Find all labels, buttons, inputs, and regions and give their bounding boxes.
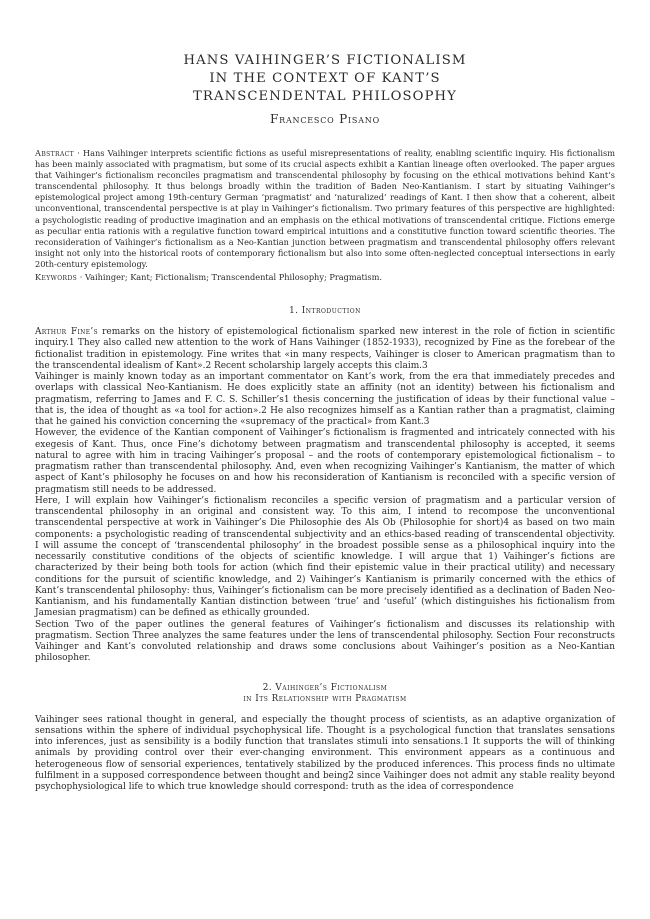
- abstract: [35, 148, 615, 270]
- paragraph-text: remarks on the history of epistemological fictionalism sparked new interest in the role of fiction in scientific inquiry.1 They also called new attention to the work of Hans Vaihinger (1852-1933), recognized by Fine as the forebear of the fictionalist tradition in epistemology. Fine writes that «in many respects, Vaihinger is closer to American pragmatism than to the transcendental idealism of Kant».2 Recent scholarship largely accepts this claim.3: [35, 327, 615, 371]
- paper-page: [35, 38, 615, 793]
- paragraph: Here, I will explain how Vaihinger’s fictionalism reconciles a specific version of pragmatism and a particular version of transcendental philosophy in an original and consistent way. To this aim, I intend to recompose the unconventional transcendental perspective at work in Vaihinger’s Die Philosophie des Als Ob (Philosophie for short)4 as based on two main components: a psychologistic reading of transcendental subjectivity and an ethics-based reading of transcendental objectivity. I will assume the concept of ‘transcendental philosophy’ in the broadest possible sense as a philosophical inquiry into the necessarily constitutive conditions of the objects of scientific knowledge. I will argue that 1) Vaihinger’s fictions are characterized by their being both tools for action (which find their epistemic value in their practical utility) and necessary conditions for the pursuit of scientific knowledge, and 2) Vaihinger’s Kantianism is primarily concerned with the ethics of Kant’s transcendental philosophy: thus, Vaihinger’s fictionalism can be more precisely identified as a declination of Baden Neo-Kantianism, and his fundamentally Kantian distinction between ‘true’ and ‘useful’ (which distinguishes his fictionalism from Jamesian pragmatism) can be defined as ethically grounded.: [35, 495, 615, 619]
- paragraph: However, the evidence of the Kantian component of Vaihinger’s fictionalism is fragmented and intricately connected with his exegesis of Kant. Thus, once Fine’s dichotomy between pragmatism and transcendental philosophy is accepted, it seems natural to agree with him in tracing Vaihinger’s proposal – and the roots of contemporary epistemological fictionalism – to pragmatism rather than transcendental philosophy. And, even when recognizing Vaihinger’s Kantianism, the matter of which aspect of Kant’s philosophy he focuses on and how his reconsideration of Kantianism is reconciled with a specific version of pragmatism still needs to be addressed.: [35, 428, 615, 495]
- section-1-body: [35, 327, 615, 665]
- keywords: [35, 272, 615, 283]
- abstract-text: · Hans Vaihinger interprets scientific fictions as useful misrepresentations of reality, enabling scientific inquiry. His fictionalism has been mainly associated with pragmatism, but some of its crucial aspects exhibit a Kantian lineage often overlooked. The paper argues that Vaihinger’s fictionalism reconciles pragmatism and transcendental philosophy by focusing on the ethical motivations behind Kant’s transcendental philosophy. It thus belongs broadly within the tradition of Baden Neo-Kantianism. I start by situating Vaihinger’s epistemological project among 19th-century German ‘pragmatist’ and ‘naturalized’ readings of Kant. I then show that a coherent, albeit unconventional, transcendental perspective is at play in Vaihinger’s fictionalism. Two primary features of this perspective are highlighted: a psychologistic reading of productive imagination and an emphasis on the ethical motivations of transcendental critique. Fictions emerge as peculiar entia rationis with a regulative function toward empirical intuitions and a constitutive function toward scientific theories. The reconsideration of Vaihinger’s fictionalism as a Neo-Kantian junction between pragmatism and transcendental philosophy offers relevant insight not only into the historical roots of contemporary fictionalism but also into some often-neglected conceptual intersections in early 20th-century epistemology.: [35, 148, 615, 269]
- author-name: Francesco Pisano: [270, 112, 380, 126]
- paragraph: [35, 327, 615, 372]
- abstract-label: Abstract: [35, 148, 75, 158]
- lead-words: Arthur Fine’s: [35, 327, 98, 338]
- paper-title: [35, 52, 615, 106]
- section-2-body: [35, 715, 615, 794]
- keywords-label: Keywords: [35, 272, 78, 283]
- keywords-text: · Vaihinger; Kant; Fictionalism; Transcendental Philosophy; Pragmatism.: [79, 272, 382, 283]
- paragraph: Vaihinger sees rational thought in general, and especially the thought process of scientists, as an adaptive organization of sensations within the sphere of individual psychophysical life. Thought is a psychological function that translates sensations into inferences, just as sensibility is a bodily function that translates stimuli into sensations.1 It supports the will of thinking animals by providing control over their ever-changing environment. This environment appears as a continuous and heterogeneous flow of sensorial experiences, tentatively stabilized by the produced inferences. This process finds no ultimate fulfilment in a supposed correspondence between thought and being2 since Vaihinger does not admit any stable reality beyond psychophysiological life to which true knowledge should correspond: truth as the idea of correspondence: [35, 714, 615, 793]
- section-2-heading-line-2: in Its Relationship with Pragmatism: [243, 693, 407, 704]
- section-2-heading-line-1: 2. Vaihinger’s Fictionalism: [262, 682, 388, 693]
- title-line-2: IN THE CONTEXT OF KANT’S: [209, 71, 441, 86]
- title-line-3: TRANSCENDENTAL PHILOSOPHY: [193, 89, 457, 104]
- paragraph: Section Two of the paper outlines the general features of Vaihinger’s fictionalism and discusses its relationship with pragmatism. Section Three analyzes the same features under the lens of transcendental philosophy. Section Four reconstructs Vaihinger and Kant’s convoluted relationship and draws some conclusions about Vaihinger’s position as a Neo-Kantian philosopher.: [35, 619, 615, 664]
- section-1-heading: 1. Introduction: [289, 306, 361, 317]
- paragraph: Vaihinger is mainly known today as an important commentator on Kant’s work, from the era that immediately precedes and overlaps with classical Neo-Kantianism. He does explicitly state an affinity (not an identity) between his fictionalism and pragmatism, referring to James and F. C. S. Schiller’s1 thesis concerning the justification of ideas by their functional value – that is, the idea of thought as «a tool for action».2 He also recognizes himself as a Kantian rather than a pragmatist, claiming that he gained his conviction concerning the «supremacy of the practical» from Kant.3: [35, 372, 615, 428]
- title-line-1: HANS VAIHINGER’S FICTIONALISM: [183, 53, 467, 68]
